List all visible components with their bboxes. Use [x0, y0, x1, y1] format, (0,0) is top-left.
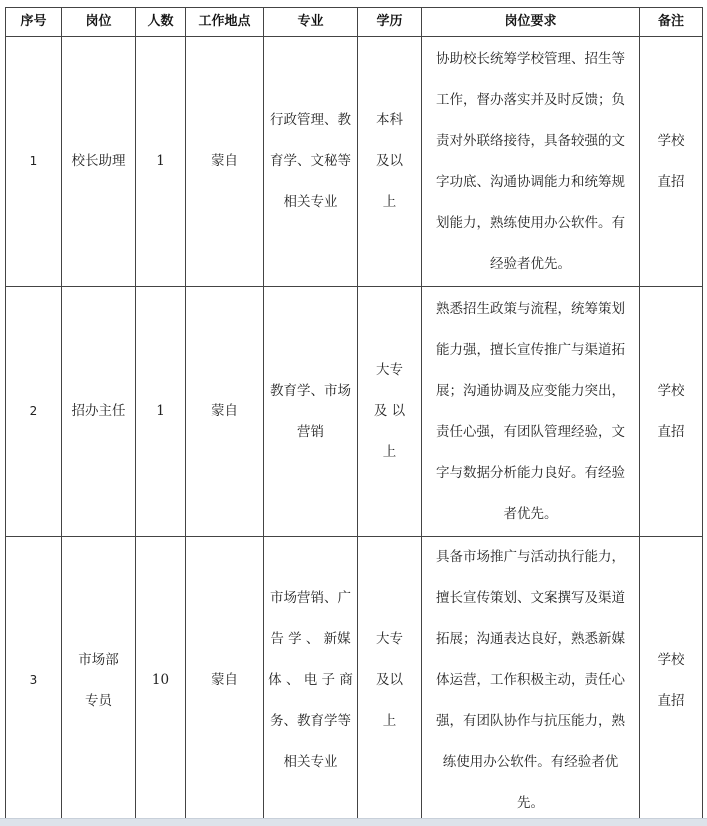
row-requirements: 协助校长统筹学校管理、招生等 工作，督办落实并及时反馈；负 责对外联络接待，具备较强的文 字功底、沟通协调能力和统筹规 划能力，熟练使用办公软件。有 经验者优先。: [422, 37, 640, 287]
job-table: [5, 7, 703, 825]
row-count: 1: [136, 37, 186, 287]
row-position: 招办主任: [62, 287, 136, 537]
table-row: [6, 287, 703, 537]
row-position: 市场部 专员: [62, 537, 136, 825]
row-major: 市场营销、广 告 学 、 新媒 体 、 电 子 商 务、教育学等 相关专业: [264, 537, 358, 825]
header-row: [6, 8, 703, 37]
header-requirements: 岗位要求: [422, 8, 640, 37]
row-index: 3: [6, 537, 62, 825]
header-education: 学历: [358, 8, 422, 37]
row-location: 蒙自: [186, 37, 264, 287]
row-remark: 学校 直招: [640, 537, 703, 825]
row-requirements: 具备市场推广与活动执行能力， 擅长宣传策划、文案撰写及渠道 拓展；沟通表达良好，熟悉新媒 体运营，工作积极主动，责任心 强，有团队协作与抗压能力，熟 练使用办公软件。有经验者优 先。: [422, 537, 640, 825]
table-row: [6, 537, 703, 825]
header-major: 专业: [264, 8, 358, 37]
header-position: 岗位: [62, 8, 136, 37]
row-location: 蒙自: [186, 287, 264, 537]
row-education: 大专 及以 上: [358, 537, 422, 825]
row-location: 蒙自: [186, 537, 264, 825]
row-education: 大专 及 以 上: [358, 287, 422, 537]
row-education: 本科 及以 上: [358, 37, 422, 287]
row-index: 1: [6, 37, 62, 287]
header-remark: 备注: [640, 8, 703, 37]
header-index: 序号: [6, 8, 62, 37]
row-remark: 学校 直招: [640, 37, 703, 287]
row-requirements: 熟悉招生政策与流程，统筹策划 能力强，擅长宣传推广与渠道拓 展；沟通协调及应变能力突出， 责任心强，有团队管理经验，文 字与数据分析能力良好。有经验 者优先。: [422, 287, 640, 537]
row-count: 10: [136, 537, 186, 825]
header-location: 工作地点: [186, 8, 264, 37]
row-position: 校长助理: [62, 37, 136, 287]
table-row: [6, 37, 703, 287]
row-major: 教育学、市场 营销: [264, 287, 358, 537]
header-count: 人数: [136, 8, 186, 37]
row-remark: 学校 直招: [640, 287, 703, 537]
row-index: 2: [6, 287, 62, 537]
row-major: 行政管理、教 育学、文秘等 相关专业: [264, 37, 358, 287]
row-count: 1: [136, 287, 186, 537]
